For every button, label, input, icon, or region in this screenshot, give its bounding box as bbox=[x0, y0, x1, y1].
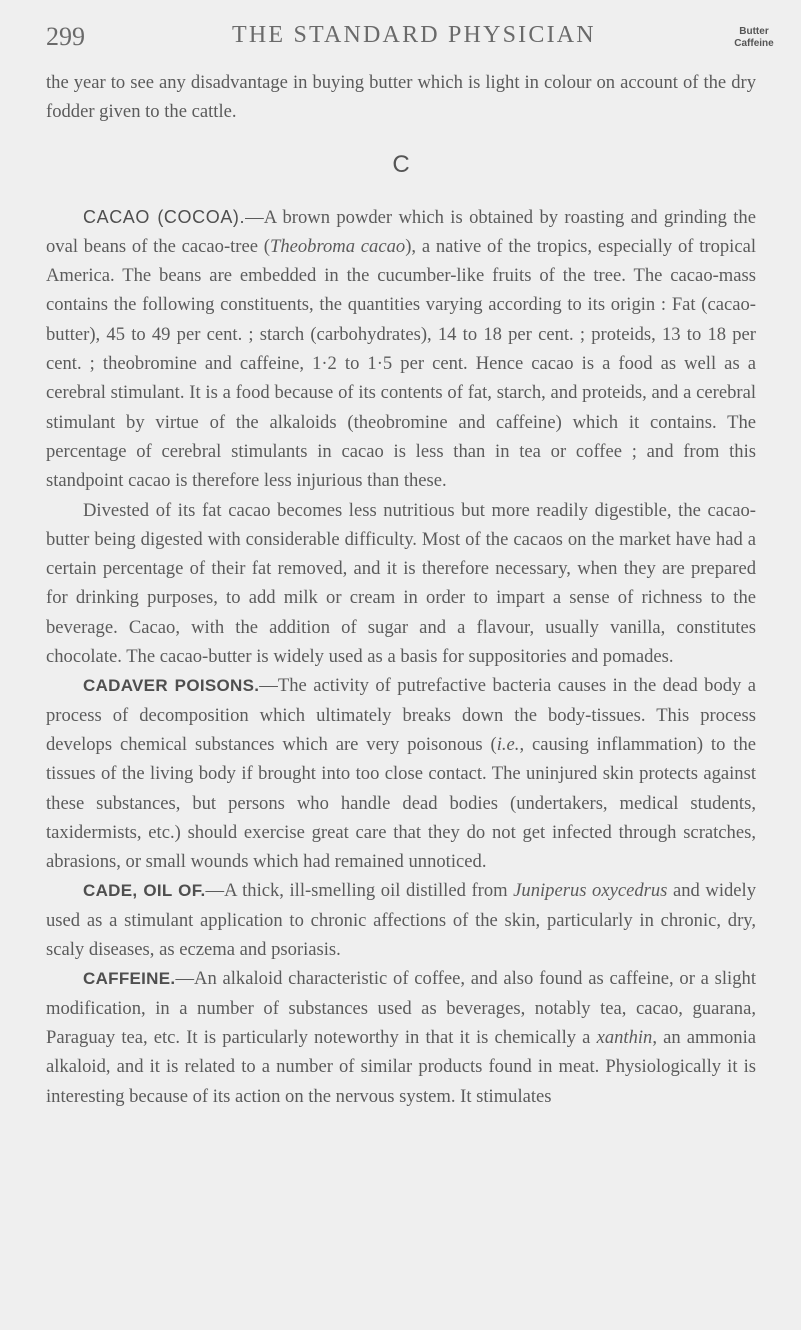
entry-text: , causing inflammation) to the tissues of the living body if brought into too close contact. The uninjured skin protects against these substances, but persons who handle dead bodies (undertakers, medical students, taxidermists, etc.) should exercise great care that they do not get infected through scratches, abrasions, or small wounds which had remained unnoticed. bbox=[46, 733, 757, 873]
entry-heading: CACAO (COCOA). bbox=[83, 206, 246, 227]
entry-text: , an ammonia alkaloid, and it is related to a number of similar products found in meat. Physiologically it is interesting because of its action on the nervous system. It stimulates bbox=[46, 1026, 756, 1107]
catchword-first: Butter bbox=[739, 26, 769, 37]
entry-text: ), a native of the tropics, especially of tropical America. The beans are embedded in the cucumber-like fruits of the tree. The cacao-mass contains the following constituents, the quantities varying according to its origin : Fat (cacao-butter), 45 to 49 per cent. ; starch (carbohydrates), 14 to 18 per cent. ; proteids, 13 to 18 per cent. ; theobromine and caffeine, 1·2 to 1·5 per cent. Hence cacao is a food as well as a cerebral stimulant. It is a food because of its contents of fat, starch, and proteids, and a cerebral stimulant by virtue of the alkaloids (theobromine and caffeine) which it contains. The percentage of cerebral stimulants in cacao is less than in tea or coffee ; and from this standpoint cacao is therefore less injurious than these. bbox=[46, 235, 756, 492]
entry-italic: Theobroma cacao bbox=[269, 235, 406, 257]
entry-cacao-paragraph-2: Divested of its fat cacao becomes less nutritious but more readily digestible, the cacao-butter being digested with considerable difficulty. Most of the cacaos on the market have had a certain percentage of their fat removed, and it is therefore necessary, when they are prepared for drinking purposes, to add milk or cream in order to impart a sense of richness to the beverage. Cacao, with the addition of sugar and a flavour, usually vanilla, constitutes chocolate. The cacao-butter is widely used as a basis for suppositories and pomades. bbox=[46, 499, 756, 668]
entry-cadaver-poisons bbox=[46, 671, 756, 876]
entry-italic: Juniperus oxycedrus bbox=[513, 880, 668, 902]
entry-caffeine bbox=[46, 964, 756, 1110]
entry-heading: CADE, OIL OF. bbox=[83, 881, 206, 901]
entry-text: and widely used as a stimulant application to chronic affections of the skin, particularly in chronic, dry, scaly diseases, as eczema and psoriasis. bbox=[46, 880, 756, 961]
page-number: 299 bbox=[46, 22, 85, 51]
continuation-paragraph: the year to see any disadvantage in buying butter which is light in colour on account of the dry fodder given to the cattle. bbox=[46, 72, 756, 123]
catchword-last: Caffeine bbox=[734, 38, 774, 49]
section-letter: C bbox=[392, 150, 410, 178]
entry-heading: CAFFEINE. bbox=[83, 969, 176, 989]
entry-text: —A brown powder which is obtained by roasting and grinding the oval beans of the cacao-tree ( bbox=[46, 206, 756, 257]
entry-text: —An alkaloid characteristic of coffee, and also found as caffeine, or a slight modification, in a number of substances used as beverages, notably tea, cacao, guarana, Paraguay tea, etc. It is particularly noteworthy in that it is chemically a bbox=[46, 968, 756, 1048]
entry-cacao bbox=[46, 203, 756, 496]
running-head: THE STANDARD PHYSICIAN bbox=[232, 22, 596, 48]
entry-heading: CADAVER POISONS. bbox=[83, 676, 260, 696]
entry-italic: xanthin bbox=[596, 1026, 653, 1048]
catchwords bbox=[724, 26, 784, 50]
entry-cade-oil bbox=[46, 876, 756, 964]
page-body bbox=[46, 68, 756, 1111]
entry-italic: i.e. bbox=[496, 733, 520, 755]
entry-text: —A thick, ill-smelling oil distilled from bbox=[205, 880, 514, 902]
entry-text: —The activity of putrefactive bacteria causes in the dead body a process of decomposition which ultimately breaks down the body-tissues. This process develops chemical substances which are very poisonous ( bbox=[46, 675, 756, 755]
page-header bbox=[0, 0, 801, 60]
